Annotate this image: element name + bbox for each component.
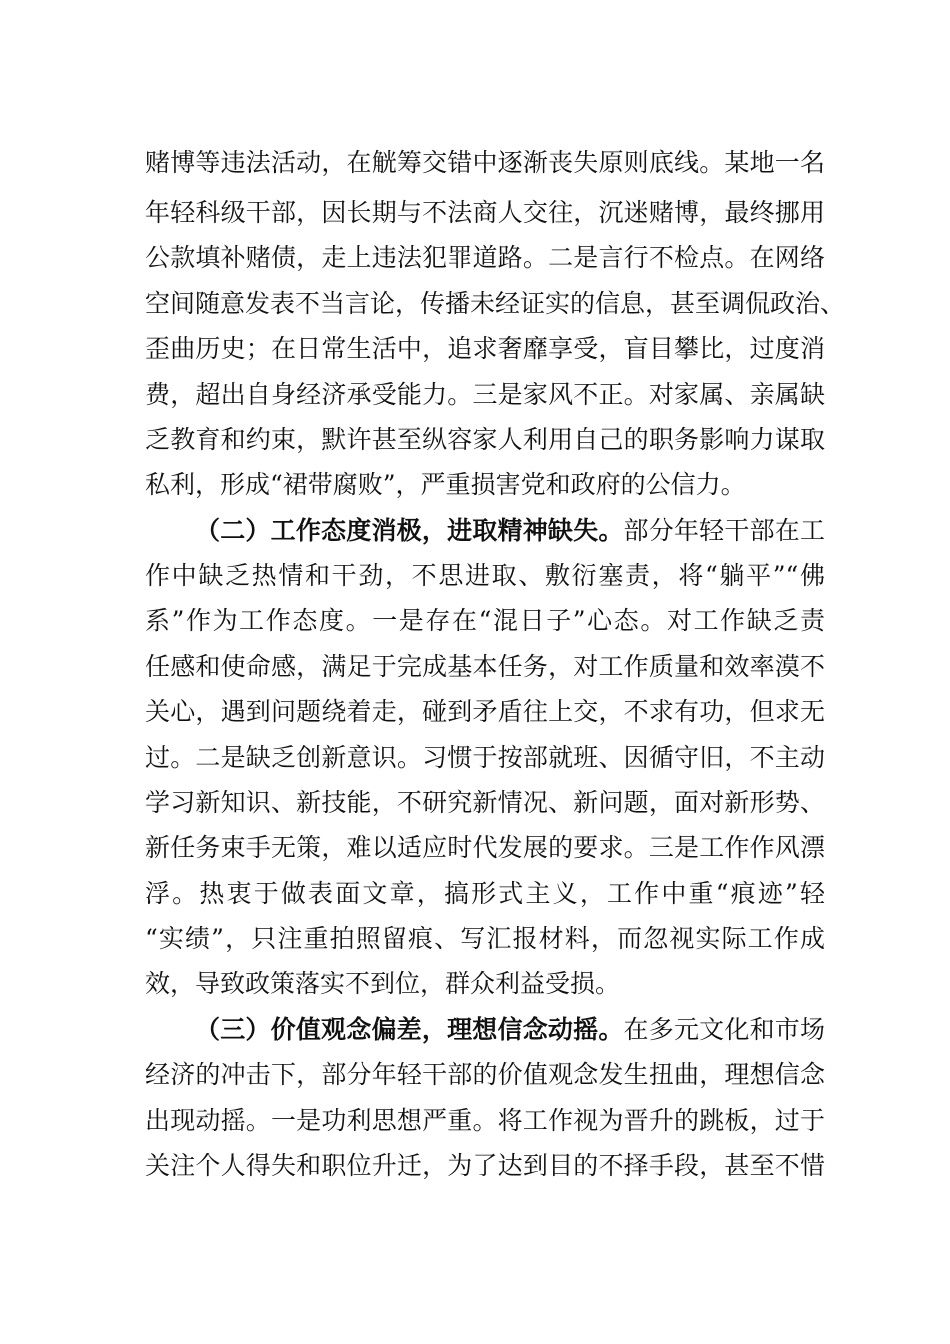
- text-line: 出现动摇。一是功利思想严重。将工作视为晋升的跳板，过于: [145, 1106, 825, 1135]
- text-line: 关心，遇到问题绕着走，碰到矛盾往上交，不求有功，但求无: [145, 697, 825, 726]
- text-line: 歪曲历史；在日常生活中，追求奢靡享受，盲目攀比，过度消: [145, 334, 825, 363]
- text-line: 赌博等违法活动，在觥筹交错中逐渐丧失原则底线。某地一名: [145, 148, 825, 177]
- text-line: 关注个人得失和职位升迁，为了达到目的不择手段，甚至不惜: [145, 1151, 825, 1180]
- text-line: 浮。热衷于做表面文章，搞形式主义，工作中重“痕迹”轻: [145, 879, 825, 908]
- section-heading: （二）工作态度消极，进取精神缺失。: [195, 516, 624, 545]
- text-line: 过。二是缺乏创新意识。习惯于按部就班、因循守旧，不主动: [145, 743, 825, 772]
- text-line: 经济的冲击下，部分年轻干部的价值观念发生扭曲，理想信念: [145, 1060, 825, 1089]
- text-line: 公款填补赌债，走上违法犯罪道路。二是言行不检点。在网络: [145, 243, 825, 272]
- section-heading-line: [195, 1010, 825, 1050]
- text-line: 乏教育和约束，默许甚至纵容家人利用自己的职务影响力谋取: [145, 425, 825, 454]
- text-line: 效，导致政策落实不到位，群众利益受损。: [145, 969, 621, 998]
- text-line: 学习新知识、新技能，不研究新情况、新问题，面对新形势、: [145, 788, 825, 817]
- text-line: 作中缺乏热情和干劲，不思进取、敷衍塞责，将“躺平”“佛: [145, 561, 825, 590]
- text-line: “实绩”，只注重拍照留痕、写汇报材料，而忽视实际工作成: [145, 924, 825, 953]
- text-line: 系”作为工作态度。一是存在“混日子”心态。对工作缺乏责: [145, 606, 825, 635]
- text-span: 在多元文化和市场: [623, 1015, 825, 1044]
- text-line: 费，超出自身经济承受能力。三是家风不正。对家属、亲属缺: [145, 380, 825, 409]
- text-line: 任感和使命感，满足于完成基本任务，对工作质量和效率漠不: [145, 652, 825, 681]
- text-line: 空间随意发表不当言论，传播未经证实的信息，甚至调侃政治、: [145, 289, 846, 318]
- text-line: 年轻科级干部，因长期与不法商人交往，沉迷赌博，最终挪用: [145, 198, 825, 227]
- section-heading: （三）价值观念偏差，理想信念动摇。: [195, 1015, 624, 1044]
- text-line: 新任务束手无策，难以适应时代发展的要求。三是工作作风漂: [145, 833, 825, 862]
- text-span: 部分年轻干部在工: [623, 516, 825, 545]
- text-line: 私利，形成“裙带腐败”，严重损害党和政府的公信力。: [145, 470, 746, 499]
- section-heading-line: [195, 511, 825, 551]
